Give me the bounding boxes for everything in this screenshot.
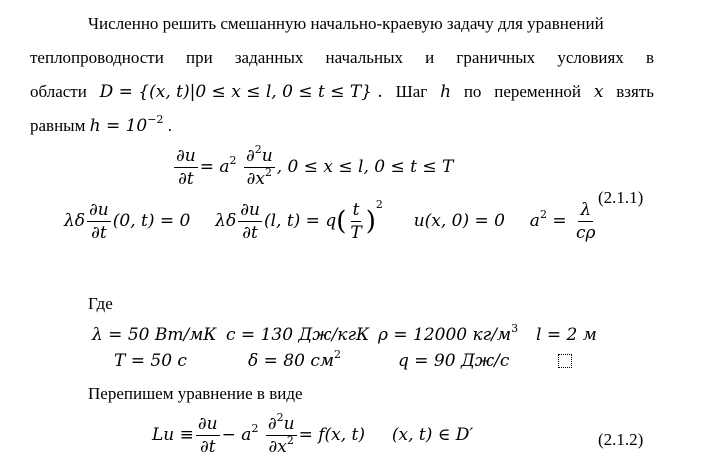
rewrite-label: Перепишем уравнение в виде: [88, 384, 303, 403]
parameter-T: [114, 351, 187, 371]
domain-membership: (x, t) ∈ D′: [391, 425, 474, 445]
exponent: 2: [276, 411, 284, 424]
parameter-text: δ = 80 см: [248, 351, 334, 371]
partial-x: ∂x: [268, 437, 287, 457]
exponent: 2: [286, 434, 294, 447]
word: начальных: [325, 48, 403, 67]
fraction-du-dt: [238, 200, 262, 243]
denominator: [245, 168, 274, 189]
where-label: Где: [88, 294, 113, 313]
intro-line-4: [30, 113, 172, 136]
equals: =: [552, 211, 567, 231]
partial: ∂: [245, 146, 255, 166]
parameter-l: [536, 325, 597, 345]
denominator: [267, 436, 296, 457]
fraction-lambda-c-rho: [574, 200, 598, 243]
var-a: a: [529, 211, 540, 231]
parameter-delta: [248, 348, 341, 371]
parameter-text: λ = 50 Вт/мК: [92, 325, 217, 345]
word: равным: [30, 116, 86, 135]
numerator: ∂u: [176, 146, 196, 166]
denominator: ∂t: [199, 437, 216, 457]
numerator: ∂u: [197, 414, 218, 434]
var-u: u: [283, 414, 295, 434]
equation-placeholder-box[interactable]: [558, 354, 572, 368]
exponent: 2: [539, 208, 547, 221]
lambda-delta: λδ: [64, 211, 86, 231]
parameter-rho: [378, 322, 519, 345]
equation-number: (2.1.2): [598, 430, 644, 449]
domain-definition: [100, 82, 383, 102]
equation-number: (2.1.1): [598, 188, 644, 207]
numerator: λ: [580, 200, 592, 220]
word: переменной: [494, 82, 582, 101]
numerator: [244, 143, 275, 168]
word: взять: [616, 82, 654, 101]
word: по: [463, 82, 482, 101]
var-h: h: [440, 82, 452, 102]
equation-heat: [172, 143, 454, 189]
equals-a: = a: [199, 157, 230, 177]
parameter-text: q = 90 Дж/с: [398, 351, 510, 371]
fraction-t-T: [348, 200, 363, 243]
fraction-du-dt: [174, 146, 198, 189]
var-u: u: [261, 146, 273, 166]
exponent: 2: [265, 166, 273, 179]
partial-x: ∂x: [246, 169, 266, 189]
fraction-d2u-dx2: [244, 143, 275, 189]
numerator: ∂u: [240, 200, 260, 220]
intro-line-3: [30, 82, 654, 102]
word: заданных: [234, 48, 304, 67]
rhs: = f(x, t): [298, 425, 366, 445]
partial: ∂: [267, 414, 277, 434]
domain-condition: , 0 ≤ x ≤ l, 0 ≤ t ≤ T: [276, 157, 454, 177]
exponent: 2: [375, 198, 383, 211]
word: граничных: [456, 48, 536, 67]
exponent: 3: [511, 322, 519, 335]
step-exponent: −2: [147, 113, 164, 126]
step-value-base: h = 10: [89, 116, 148, 136]
right-boundary-value: (l, t) = q: [263, 211, 337, 231]
left-boundary-value: (0, t) = 0: [112, 211, 191, 231]
exponent: 2: [229, 154, 237, 167]
var-x: x: [593, 82, 604, 102]
parameter-q: [398, 351, 509, 371]
domain-text: D = {(x, t)|0 ≤ x ≤ l, 0 ≤ t ≤ T}: [99, 82, 372, 102]
equation-operator: [152, 411, 474, 457]
denominator: cρ: [576, 223, 596, 243]
period: .: [377, 82, 383, 102]
parameter-text: ρ = 12000 кг/м: [378, 325, 512, 345]
boundary-conditions: [64, 200, 600, 243]
exponent: 2: [333, 348, 341, 361]
word: при: [185, 48, 213, 67]
intro-line-1: Численно решить смешанную начально-краевую задачу для уравнений: [88, 14, 604, 33]
parameter-c: [226, 325, 369, 345]
initial-condition: u(x, 0) = 0: [413, 211, 505, 231]
numerator: [266, 411, 297, 436]
word: теплопроводности: [30, 48, 164, 67]
numerator: ∂u: [89, 200, 109, 220]
lambda-delta: λδ: [215, 211, 237, 231]
paren-open: (: [336, 206, 347, 237]
intro-line-2: [30, 48, 654, 68]
exponent: 2: [251, 422, 259, 435]
fraction-du-dt: [196, 414, 220, 457]
parameter-text: c = 130 Дж/кгК: [226, 325, 370, 345]
fraction-d2u-dx2: [266, 411, 297, 457]
word: и: [425, 48, 435, 67]
denominator: ∂t: [178, 169, 194, 189]
word: в: [645, 48, 654, 67]
parameter-text: T = 50 с: [114, 351, 187, 371]
minus-a: − a: [221, 425, 252, 445]
parameter-text: l = 2 м: [536, 325, 597, 345]
exponent: 2: [254, 143, 262, 156]
denominator: ∂t: [91, 223, 107, 243]
step-value: [89, 113, 164, 136]
word: области: [30, 82, 87, 101]
word: условиях: [557, 48, 624, 67]
denominator: T: [350, 223, 362, 243]
parameter-lambda: [92, 325, 216, 345]
word: Шаг: [395, 82, 428, 101]
denominator: ∂t: [242, 223, 258, 243]
numerator: t: [352, 200, 360, 220]
fraction-du-dt: [87, 200, 111, 243]
paren-close: ): [365, 206, 376, 237]
operator-def: Lu ≡: [152, 425, 194, 445]
period: .: [167, 116, 172, 135]
